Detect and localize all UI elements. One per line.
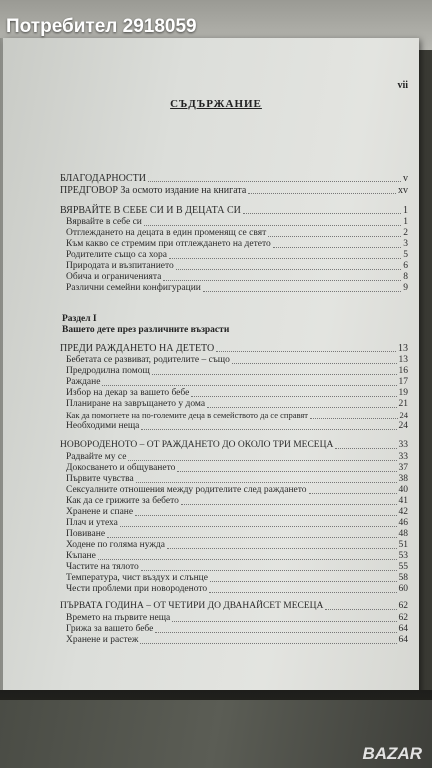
toc-chapter: НОВОРОДЕНОТО – ОТ РАЖДАНЕТО ДО ОКОЛО ТРИ МЕСЕЦА 33 [60,440,408,450]
toc-entry: Вярвайте в себе си 1 [66,217,408,227]
toc-entry: Раждане 17 [66,377,408,387]
toc-entry: БЛАГОДАРНОСТИ v [60,173,408,184]
toc-entry: ПРЕДГОВОР За осмото издание на книгата xv [60,185,408,196]
toc-entry: Хранене и растеж 64 [66,635,408,645]
toc-entry: Избор на декар за вашето бебе 19 [66,388,408,398]
toc-entry: Частите на тялото 55 [66,562,408,572]
toc-entry: Обича и ограниченията 8 [66,272,408,282]
toc-entry: Хранене и спане 42 [66,507,408,517]
toc-entry: Времето на първите неща 62 [66,613,408,623]
toc-entry: Докосването и общуването 37 [66,463,408,473]
toc-chapter: ПРЕДИ РАЖДАНЕТО НА ДЕТЕТО 13 [60,343,408,354]
toc-entry: Повиване 48 [66,529,408,539]
toc-entry: Първите чувства 38 [66,474,408,484]
toc-entry: Ходене по голяма нужда 51 [66,540,408,550]
toc-entry: Къпане 53 [66,551,408,561]
toc-entry: Грижа за вашето бебе 64 [66,624,408,634]
toc-entry: Плач и утеха 46 [66,518,408,528]
toc-entry: Различни семейни конфигурации 9 [66,283,408,293]
toc-entry: Планиране на завръщането у дома 21 [66,399,408,409]
watermark-logo: BAZAR [362,744,422,763]
toc-entry: Отглеждането на децата в един променящ се свят 2 [66,228,408,238]
toc-entry: Как да помогнете на по-големите деца в семейството да се справят 24 [66,410,408,420]
toc-entry: Родителите също са хора 5 [66,250,408,260]
section-label: Раздел I [62,314,97,324]
toc-chapter: ПЪРВАТА ГОДИНА – ОТ ЧЕТИРИ ДО ДВАНАЙСЕТ МЕСЕЦА 62 [60,601,408,611]
toc-entry: Сексуалните отношения между родителите след раждането 40 [66,485,408,495]
toc-entry: Предродилна помощ 16 [66,366,408,376]
toc-entry: Природата и възпитанието 6 [66,261,408,271]
user-banner: Потребител 2918059 [6,16,197,37]
toc-entry: Бебетата се развиват, родителите – също 13 [66,355,408,365]
page-title: СЪДЪРЖАНИЕ [170,98,262,110]
toc-chapter: ВЯРВАЙТЕ В СЕБЕ СИ И В ДЕЦАТА СИ 1 [60,205,408,216]
toc-entry: Радвайте му се 33 [66,452,408,462]
toc-entry: Как да се грижите за бебето 41 [66,496,408,506]
toc-entry: Температура, чист въздух и слънце 58 [66,573,408,583]
toc-entry: Към какво се стремим при отглеждането на детето 3 [66,239,408,249]
page-number: vii [397,80,408,91]
toc-entry: Необходими неща 24 [66,421,408,431]
section-subtitle: Вашето дете през различните възрасти [62,325,230,335]
toc-entry: Чести проблеми при новороденото 60 [66,584,408,594]
